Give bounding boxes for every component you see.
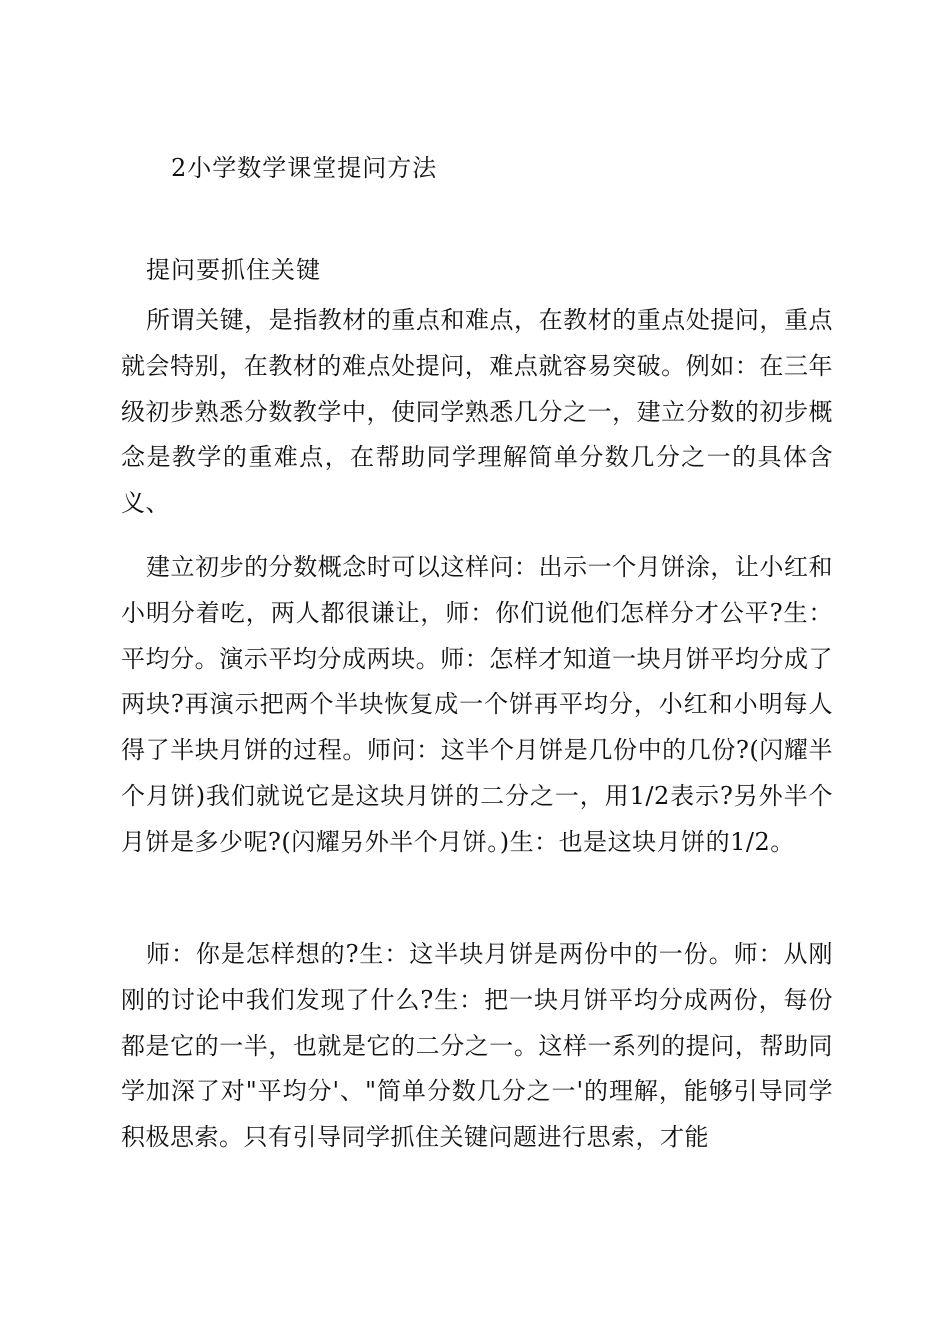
section-heading: 提问要抓住关键 (146, 256, 321, 284)
document-title: 2小学数学课堂提问方法 (171, 154, 438, 182)
paragraph-2: 建立初步的分数概念时可以这样问：出示一个月饼涂，让小红和小明分着吃，两人都很谦让，师：你们说他们怎样分才公平?生：平均分。演示平均分成两块。师：怎样才知道一块月饼平均分成了两块?再演示把两个半块恢复成一个饼再平均分，小红和小明每人得了半块月饼的过程。师问：这半个月饼是几份中的几份?(闪耀半个月饼)我们就说它是这块月饼的二分之一，用1/2表示?另外半个月饼是多少呢?(闪耀另外半个月饼。)生：也是这块月饼的1/2。 (121, 553, 833, 856)
paragraph-3: 师：你是怎样想的?生：这半块月饼是两份中的一份。师：从刚刚的讨论中我们发现了什么?生：把一块月饼平均分成两份，每份都是它的一半，也就是它的二分之一。这样一系列的提问，帮助同学加深了对"平均分'、"简单分数几分之一'的理解，能够引导同学积极思索。只有引导同学抓住关键问题进行思索，才能 (121, 940, 833, 1152)
paragraph-1: 所谓关键，是指教材的重点和难点，在教材的重点处提问，重点就会特别，在教材的难点处提问，难点就容易突破。例如：在三年级初步熟悉分数教学中，使同学熟悉几分之一，建立分数的初步概念是教学的重难点，在帮助同学理解简单分数几分之一的具体含义、 (121, 306, 833, 518)
